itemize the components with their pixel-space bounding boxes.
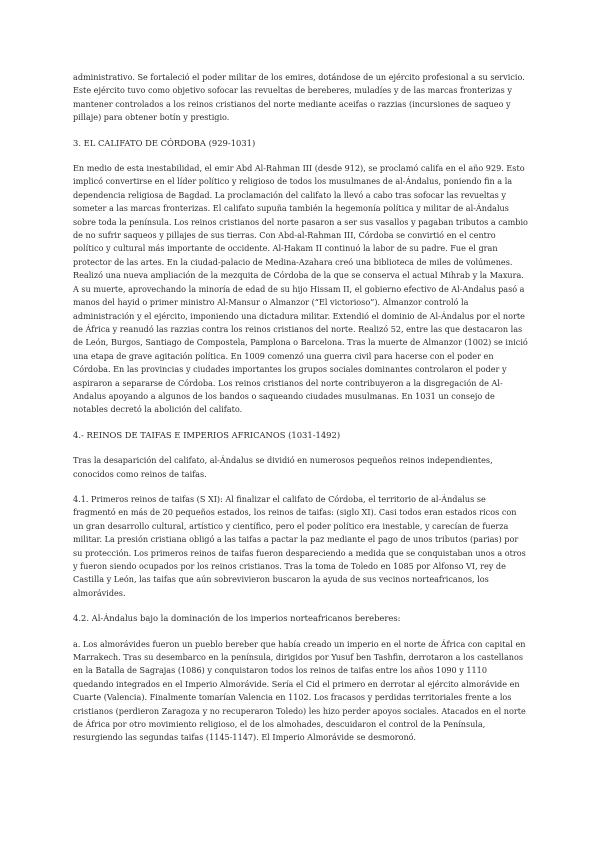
paragraph-taifas-intro: Tras la desaparición del califato, al-Ándalus se dividió en numerosos pequeños reinos independientes, conocidos como reinos de taifas. [73, 455, 493, 479]
paragraph-almoravides: a. Los almorávides fueron un pueblo bereber que había creado un imperio en el norte de África con capital en Marrakech. Tras su desembarco en la península, dirigidos por Yusuf ben Tashfin, derrotaron a los castellanos en la Batalla de Sagrajas (1086) y conquistaron todos los reinos de taifas entre los años 1090 y 1110 quedando integrados en el Imperio Almorávide. Sería el Cid el primero en derrotar al ejército almorávide en Cuarte (Valencia). Finalmente tomarían Valencia en 1102. Los fracasos y perdidas territoriales frente a los cristianos (perdieron Zaragoza y no recuperaron Toledo) les hizo perder apoyos sociales. Atacados en el norte de África por otro movimiento religioso, el de los almohades, descuidaron el control de la Península, resurgiendo las segundas taifas (1145-1147). El Imperio Almorávide se desmoronó. [73, 638, 526, 743]
paragraph-primeros-reinos: 4.1. Primeros reinos de taifas (S XI): Al finalizar el califato de Córdoba, el territorio de al-Ándalus se fragmentó en más de 20 pequeños estados, los reinos de taifas: (siglo XI). Casi todos eran estados ricos con un gran desarrollo cultural, artístico y científico, pero el poder político era inestable, y carecían de fuerza militar. La presión cristiana obligó a las taifas a pactar la paz mediante el pago de unos tributos (parias) por su protección. Los primeros reinos de taifas fueron despareciendo a medida que se conquistaban unos a otros y fueron siendo ocupados por los reinos cristianos. Tras la toma de Toledo en 1085 por Alfonso VI, rey de Castilla y León, las taifas que aún sobrevivieron buscaron la ayuda de sus vecinos norteafricanos, los almorávides. [73, 493, 526, 598]
subsection-heading-imperios: 4.2. Al-Ándalus bajo la dominación de los imperios norteafricanos bereberes: [73, 613, 401, 624]
paragraph-califato: En medio de esta inestabilidad, el emir Abd Al-Rahman III (desde 912), se proclamó califa en el año 929. Esto implicó convertirse en el líder político y religioso de todos los musulmanes de al-Ándalus, poniendo fin a la dependencia religiosa de Bagdad. La proclamación del califato la llevó a cabo tras sofocar las revueltas y someter a las marcas fronterizas. El califato supuña también la hegemonía política y militar de al-Ándalus sobre toda la península. Los reinos cristianos del norte pasaron a ser sus vasallos y pagaban tributos a cambio de no sufrir saqueos y pillajes de sus tierras. Con Abd-al-Rahman III, Córdoba se convirtió en el centro político y cultural más importante de occidente. Al-Hakam II continuó la labor de su padre. Fue el gran protector de las artes. En la ciudad-palacio de Medina-Azahara creó una biblioteca de miles de volúmenes. Realizó una nueva ampliación de la mezquita de Córdoba de la que se conserva el actual Mihrab y la Maxura. A su muerte, aprovechando la minoría de edad de su hijo Hissam II, el gobierno efectivo de Al-Andalus pasó a manos del hayid o primer ministro Al-Mansur o Almanzor (“El victorioso”). Almanzor controló la administración y el ejército, imponiendo una dictadura militar. Extendió el dominio de Al-Ándalus por el norte de África y reanudó las razzias contra los reinos cristianos del norte. Realizó 52, entre las que destacaron las de León, Burgos, Santiago de Compostela, Pamplona o Barcelona. Tras la muerte de Almanzor (1002) se inició una etapa de grave agitación política. En 1009 comenzó una guerra civil para hacerse con el poder en Córdoba. En las provincias y ciudades importantes los grupos sociales dominantes controlaron el poder y aspiraron a separarse de Córdoba. Los reinos cristianos del norte contribuyeron a la disgregación de Al-Andalus apoyando a algunos de los bandos o saqueando ciudades musulmanas. En 1031 un consejo de notables decretó la abolición del califato. [73, 163, 528, 415]
section-heading-califato: 3. EL CALIFATO DE CÓRDOBA (929-1031) [73, 137, 256, 148]
section-heading-taifas: 4.- REINOS DE TAIFAS E IMPERIOS AFRICANOS (1031-1492) [73, 429, 341, 440]
paragraph-intro-continuation: administrativo. Se fortaleció el poder militar de los emires, dotándose de un ejército profesional a su servicio. Este ejército tuvo como objetivo sofocar las revueltas de bereberes, muladíes y de las marcas fronterizas y mantener controlados a los reinos cristianos del norte mediante aceifas o razzias (incursiones de saqueo y pillaje) para obtener botín y prestigio. [73, 72, 525, 123]
